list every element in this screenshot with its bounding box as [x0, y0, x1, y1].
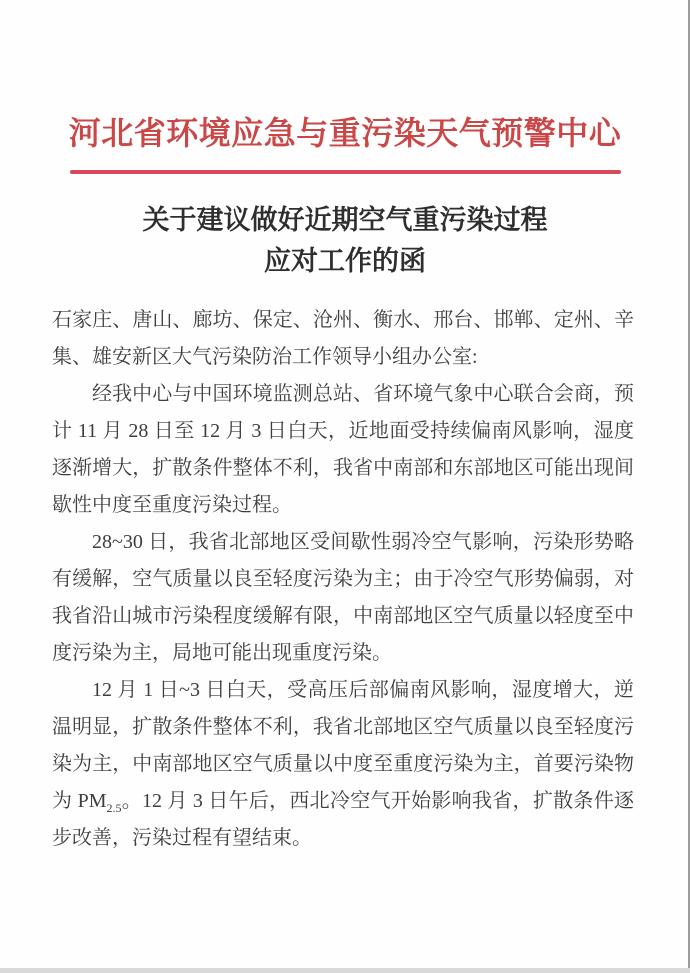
paragraph-dec1-3-text-after: 。12 月 3 日午后，西北冷空气开始影响我省，扩散条件逐步改善，污染过程有望结束。	[52, 790, 634, 849]
paragraph-nov28-30: 28~30 日，我省北部地区受间歇性弱冷空气影响，污染形势略有缓解，空气质量以良至轻度污染为主；由于冷空气形势偏弱，对我省沿山城市污染程度缓解有限，中南部地区空气质量以轻度至中度污染为主，局地可能出现重度污染。	[52, 531, 634, 664]
pm25-base: PM	[77, 790, 107, 812]
pm25-subscript: 2.5	[106, 801, 122, 815]
document-title-line1: 关于建议做好近期空气重污染过程	[142, 205, 548, 235]
paragraph-dec1-3-text-before: 12 月 1 日~3 日白天，受高压后部偏南风影响，湿度增大，逆温明显，扩散条件整体不利，我省北部地区空气质量以良至轻度污染为主，中南部地区空气质量以中度至重度污染为主，首要污染物为	[52, 679, 634, 812]
scan-edge-bottom	[0, 968, 690, 973]
letterhead-divider	[70, 170, 621, 174]
pm25-pollutant-label	[77, 790, 122, 815]
paragraph-dec1-3	[52, 672, 634, 857]
document-title-line2: 应对工作的函	[264, 246, 426, 276]
document-title	[0, 200, 690, 282]
document-body	[52, 302, 634, 857]
paragraph-forecast: 经我中心与中国环境监测总站、省环境气象中心联合会商，预计 11 月 28 日至 12 月 3 日白天，近地面受持续偏南风影响，湿度逐渐增大，扩散条件整体不利，我省中南部和东部地区可能出现间歇性中度至重度污染过程。	[52, 383, 634, 516]
recipients-line: 石家庄、唐山、廊坊、保定、沧州、衡水、邢台、邯郸、定州、辛集、雄安新区大气污染防治工作领导小组办公室:	[52, 309, 634, 368]
letterhead-org-name: 河北省环境应急与重污染天气预警中心	[68, 115, 622, 151]
